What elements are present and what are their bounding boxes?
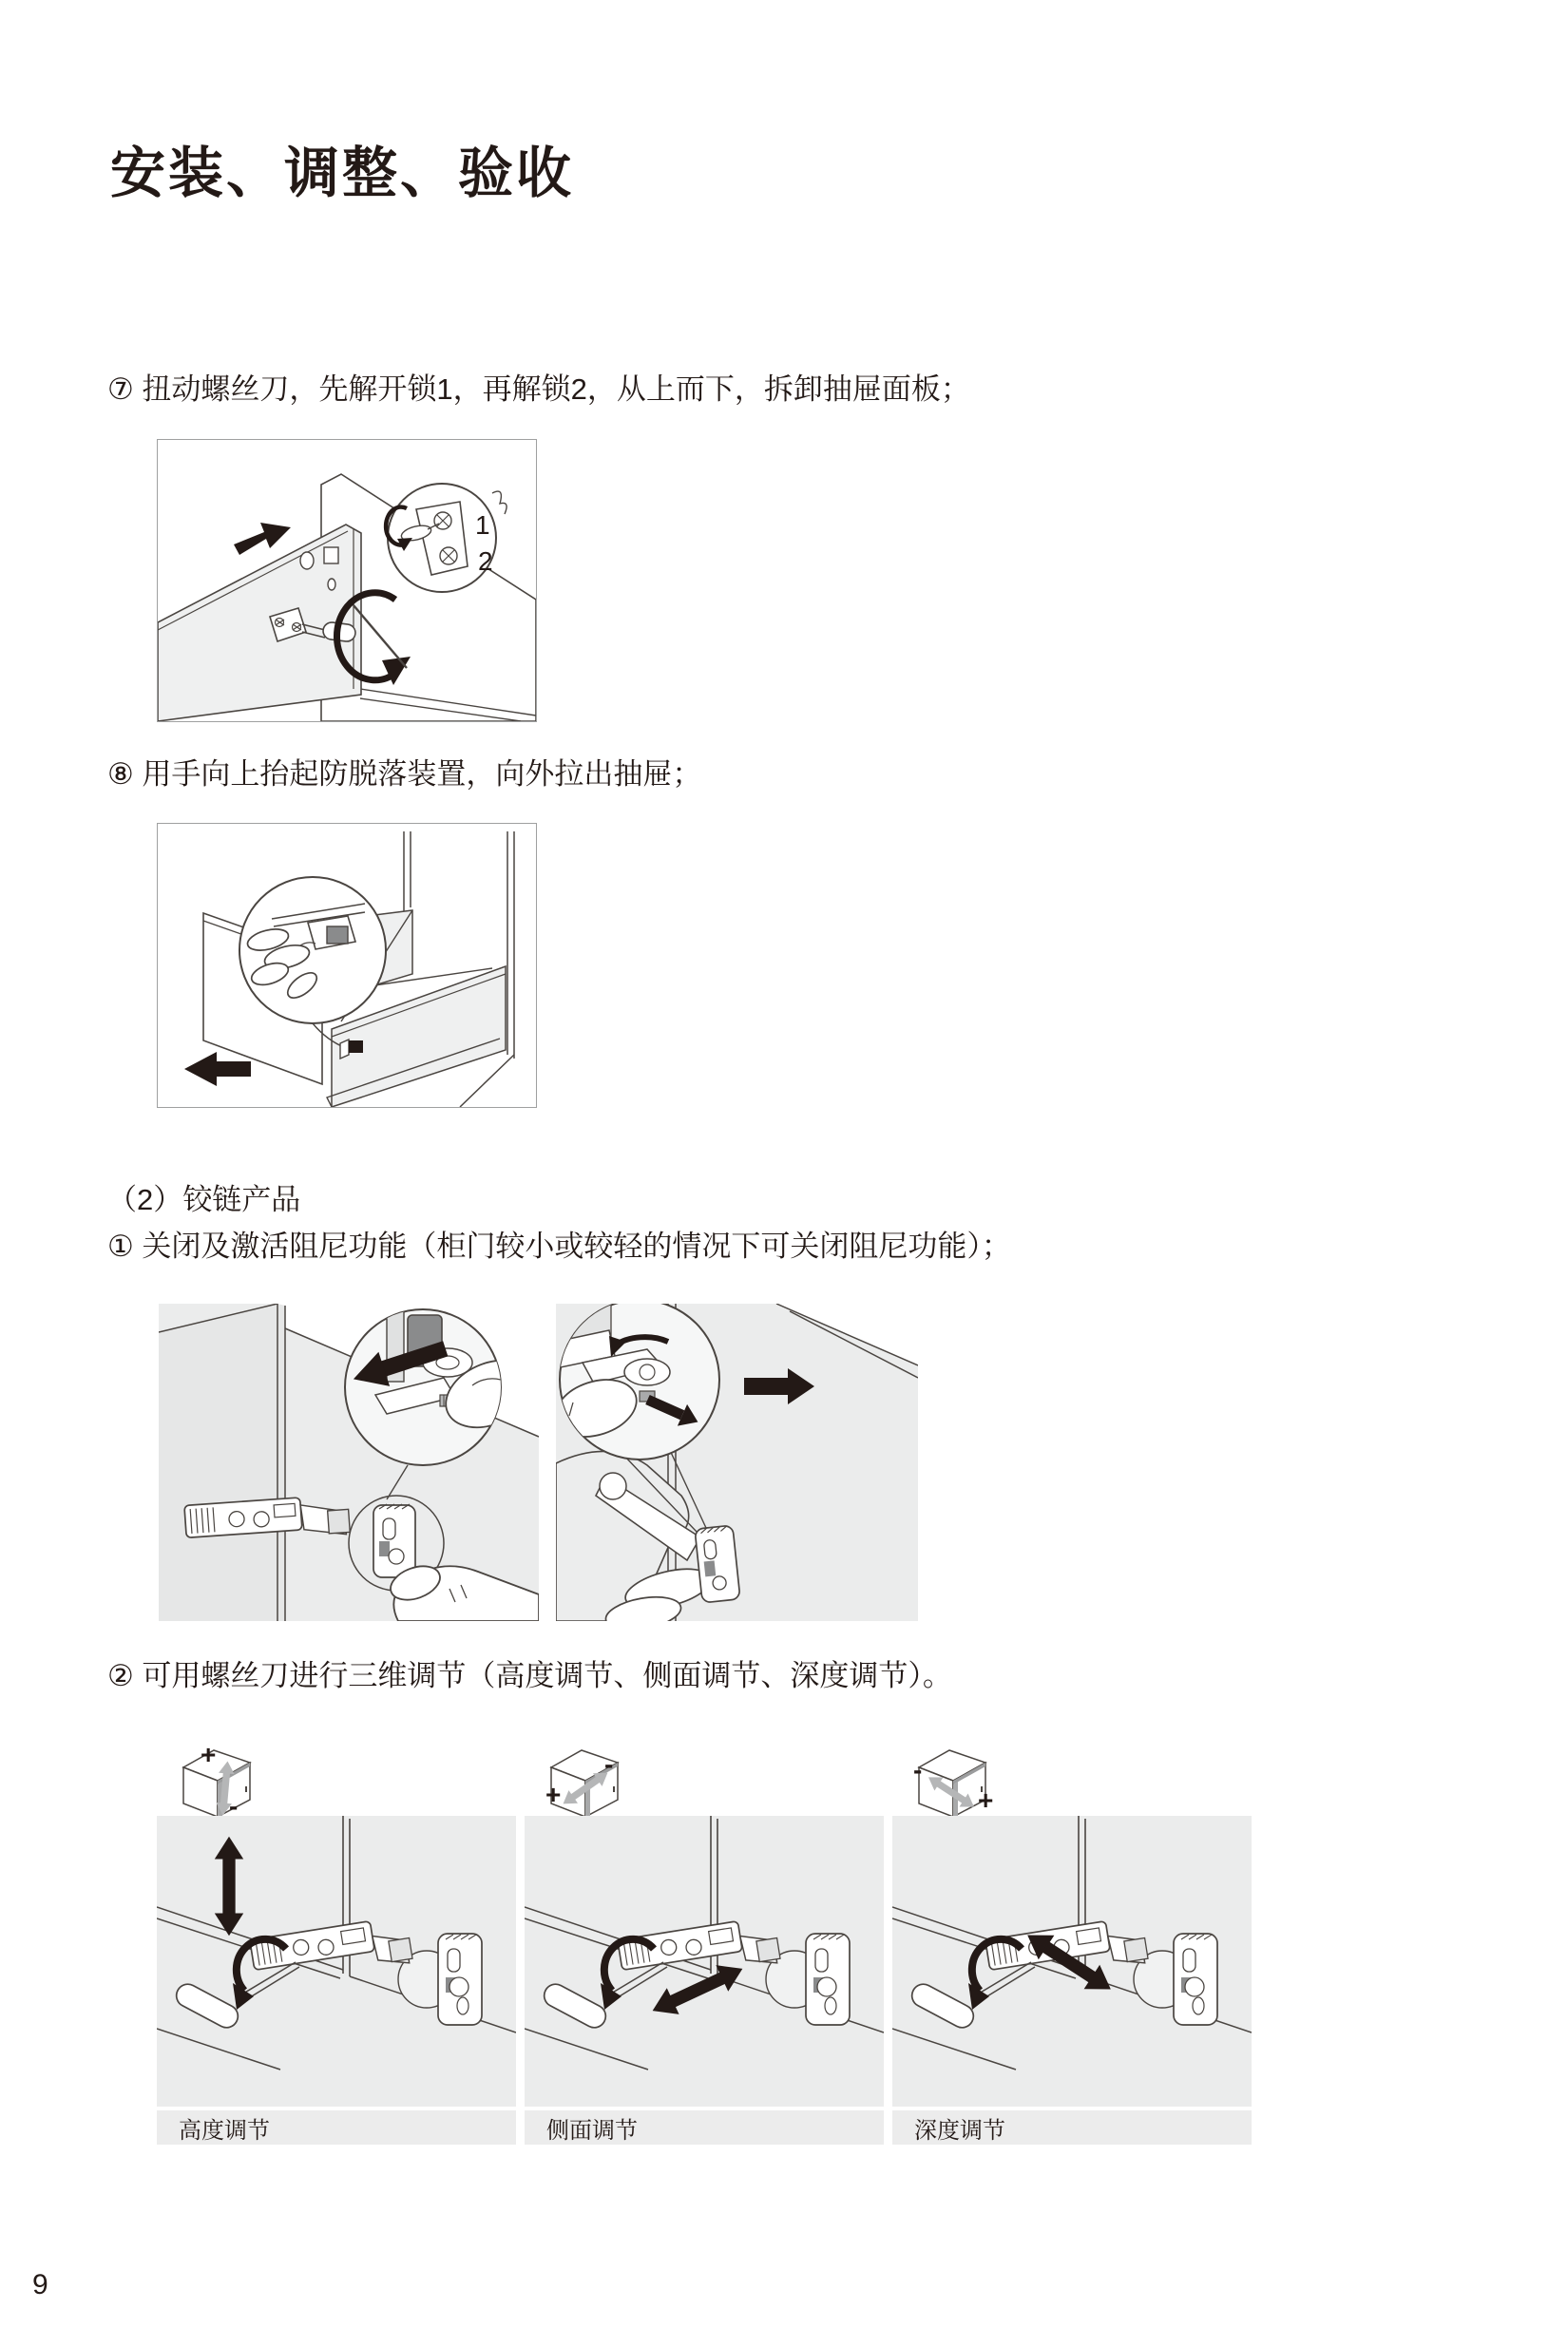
scene-side-adjust [525,1816,884,2107]
side-plus-sign: + [545,1780,562,1809]
page-title: 安装、调整、验收 [110,143,575,204]
push-arrow [234,523,291,555]
page-number: 9 [32,2269,48,2300]
caption-height-adjust: 高度调节 [157,2110,516,2145]
hinge-arm [250,1916,413,1987]
hinge-arm [985,1916,1149,1987]
room-height [157,1816,516,2070]
figure-drawer-unlock [157,439,537,722]
panel-height-adjust [157,1743,516,2145]
panel-depth-adjust [892,1743,1252,2145]
hinge-step-2-text: ② 可用螺丝刀进行三维调节（高度调节、侧面调节、深度调节）。 [107,1659,952,1692]
step-7-text: ⑦ 扭动螺丝刀，先解开锁1，再解锁2，从上而下，拆卸抽屉面板； [107,372,970,406]
mount-plate [806,1934,850,2025]
height-arrow [215,1837,243,1937]
mount-plate [438,1934,482,2025]
room-side [525,1816,884,2070]
panel-side-adjust [525,1743,884,2145]
figure-hinge-damper-a [159,1304,539,1621]
lock-detail-circle [386,484,507,592]
figure-hinge-damper-b [556,1304,918,1621]
depth-minus-sign: - [913,1755,923,1784]
step-8-text: ⑧ 用手向上抬起防脱落装置，向外拉出抽屉； [107,757,702,791]
room-depth [892,1816,1252,2070]
mount-plate-a [373,1504,415,1577]
cabinet-icon-height [176,1743,266,1817]
hand-detail-circle [239,877,386,1023]
hinge-section-heading: （2）铰链产品 [107,1183,301,1216]
mount-plate-b [695,1525,740,1603]
caption-side-adjust: 侧面调节 [525,2110,884,2145]
hinge-damper-a-illustration [159,1304,539,1621]
mount-plate [1174,1934,1217,2025]
drawer-unlock-illustration [158,440,536,721]
cabinet-icon-depth [911,1743,1002,1817]
lock-label-2: 2 [478,546,493,576]
drawer-pullout-illustration [158,824,536,1107]
figure-drawer-pullout [157,823,537,1108]
pull-arrow [184,1052,251,1086]
cabinet-icon-side [544,1743,634,1817]
lock-label-1: 1 [475,510,490,540]
side-minus-sign: - [604,1749,614,1779]
height-plus-sign: + [201,1743,217,1769]
hinge-step-1-text: ① 关闭及激活阻尼功能（柜门较小或较轻的情况下可关闭阻尼功能）； [107,1230,1011,1263]
height-minus-sign: - [229,1791,239,1817]
scene-depth-adjust [892,1816,1252,2107]
depth-plus-sign: + [978,1785,994,1815]
hinge-damper-b-illustration [556,1304,918,1621]
hinge-arm [618,1916,781,1987]
caption-depth-adjust: 深度调节 [892,2110,1252,2145]
scene-height-adjust [157,1816,516,2107]
